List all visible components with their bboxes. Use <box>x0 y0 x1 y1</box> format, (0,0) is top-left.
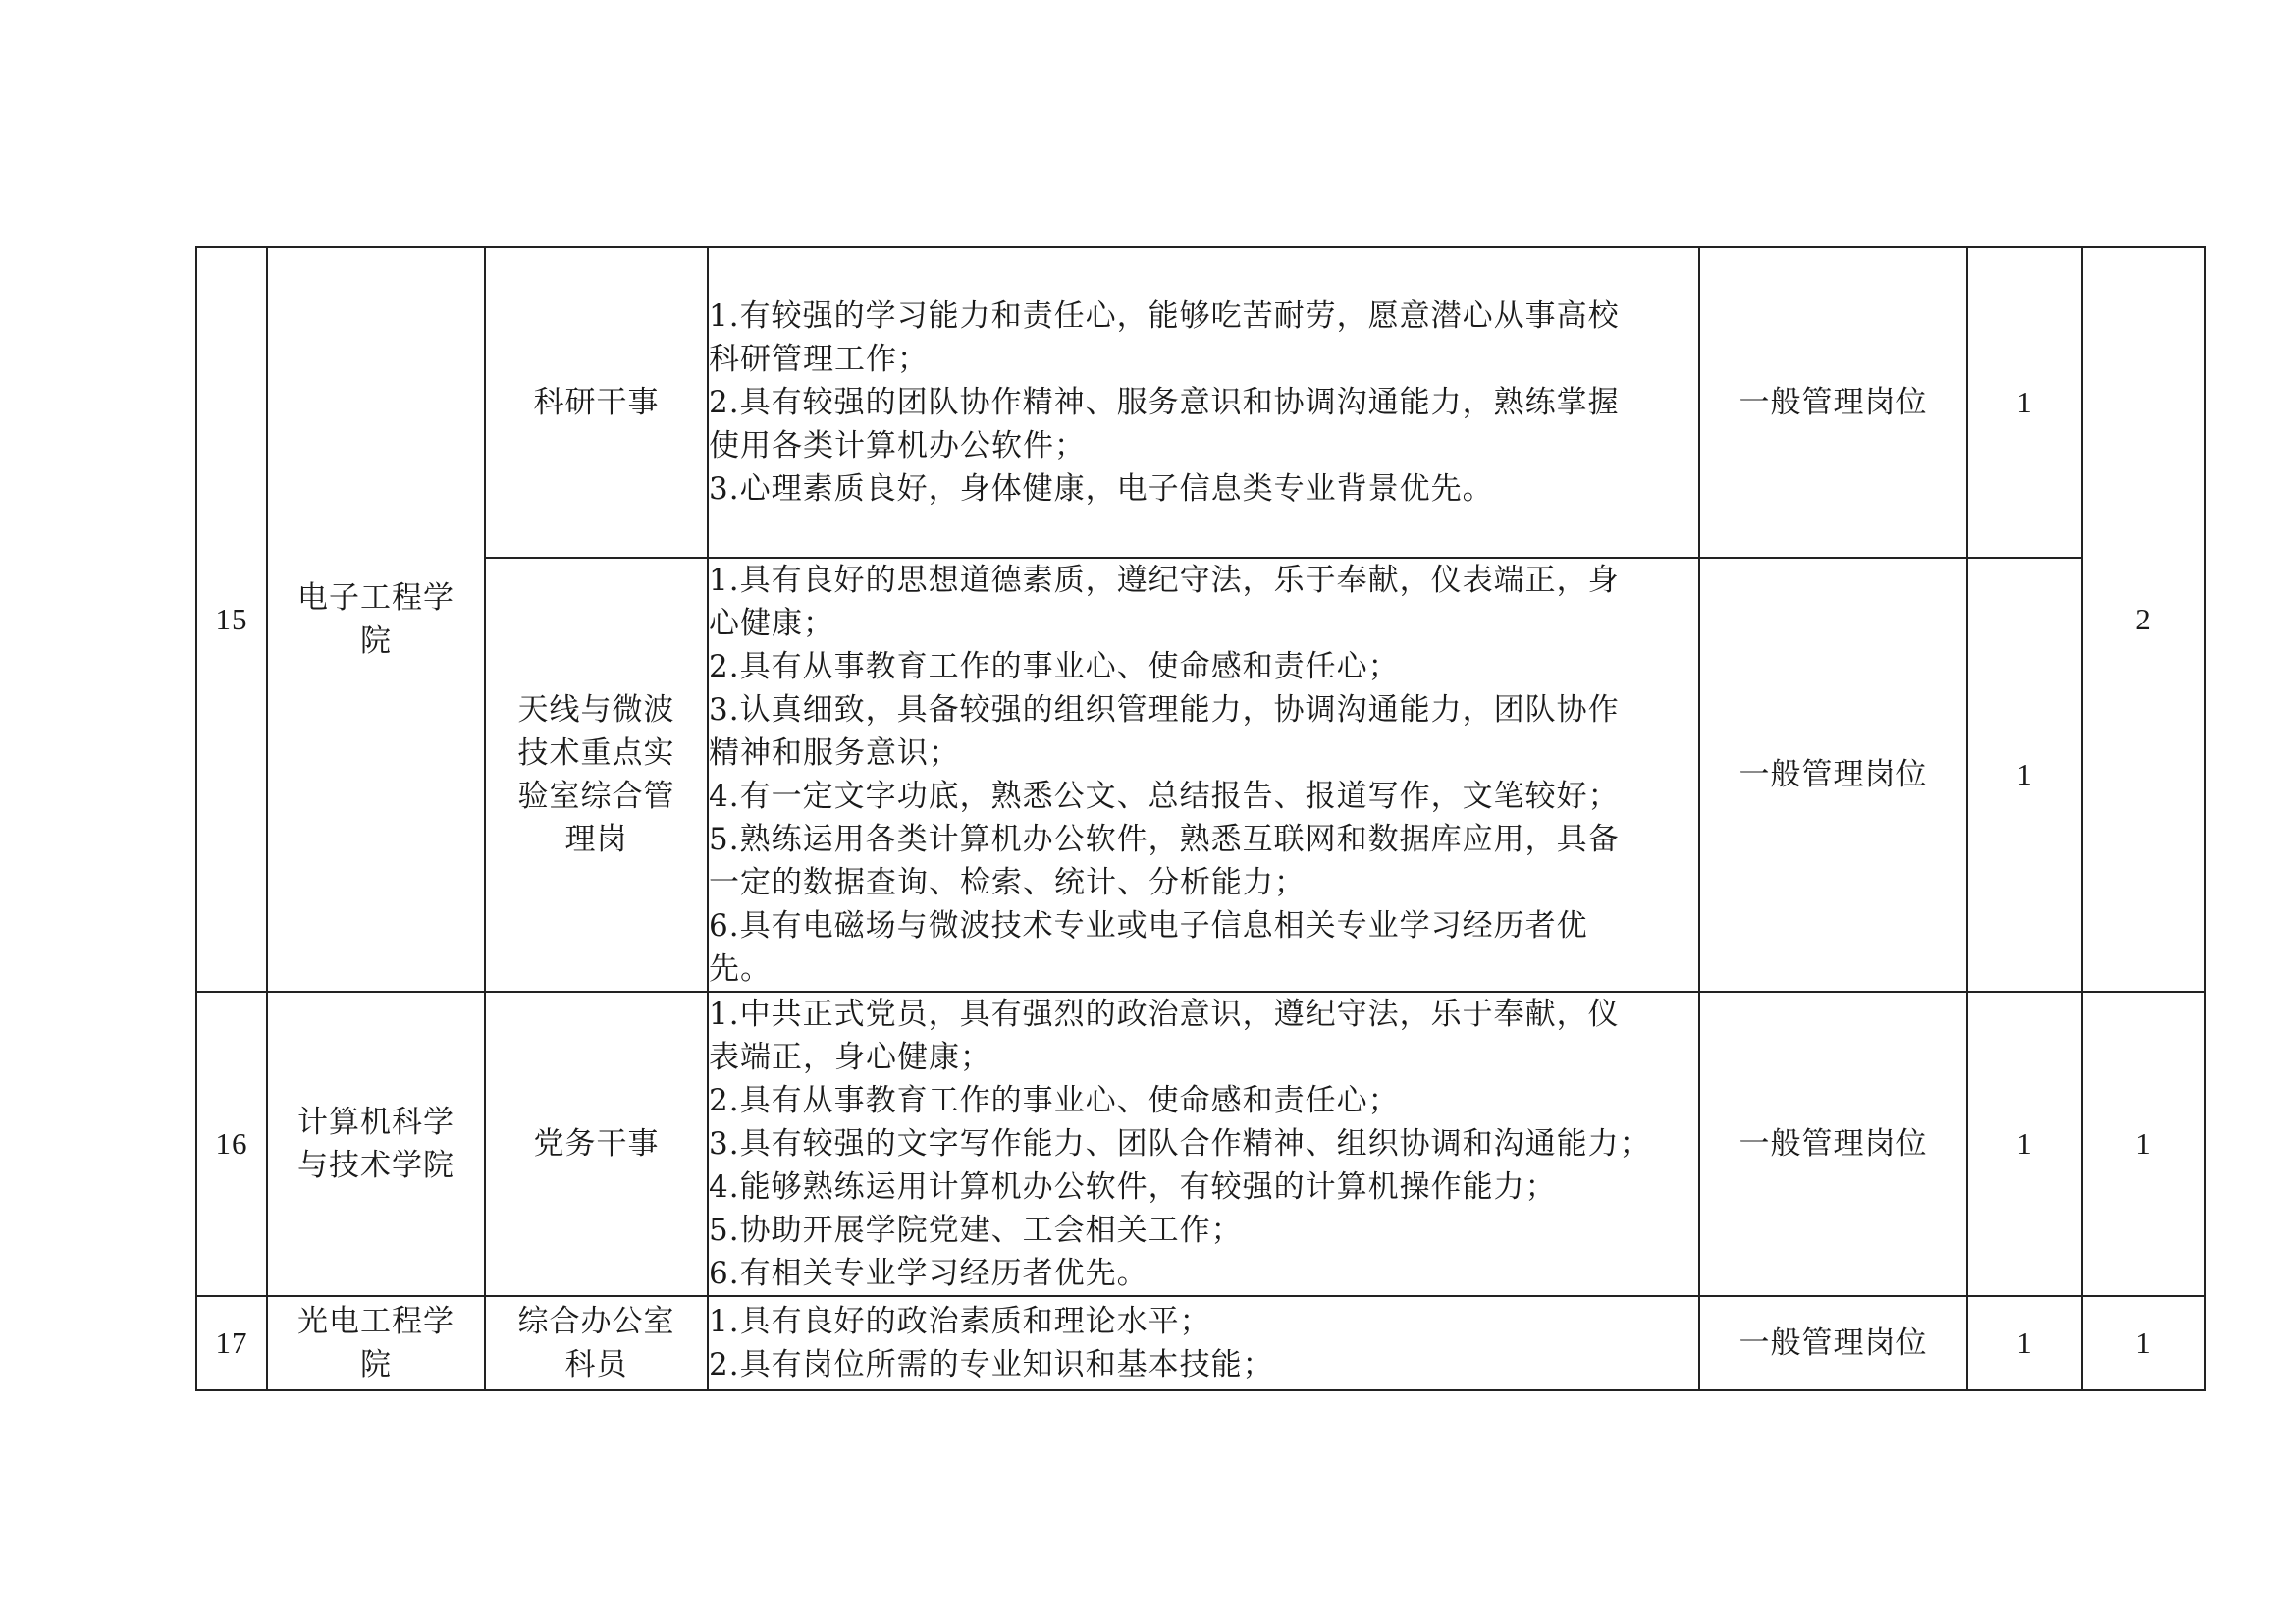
requirement-line: 5.协助开展学院党建、工会相关工作； <box>709 1213 1243 1248</box>
table-row <box>196 247 2205 558</box>
position-title: 天线与微波技术重点实验室综合管理岗 <box>485 558 708 992</box>
requirements-cell <box>708 1296 1699 1390</box>
total-count: 2 <box>2082 247 2205 992</box>
requirement-line: 使用各类计算机办公软件； <box>709 428 1086 463</box>
position-type: 一般管理岗位 <box>1699 1296 1967 1390</box>
requirement-line: 科研管理工作； <box>709 342 929 377</box>
requirements-cell <box>708 992 1699 1296</box>
row-number: 17 <box>196 1296 267 1390</box>
total-count: 1 <box>2082 1296 2205 1390</box>
position-count: 1 <box>1967 992 2082 1296</box>
row-number: 15 <box>196 247 267 992</box>
requirement-line: 一定的数据查询、检索、统计、分析能力； <box>709 865 1306 900</box>
requirement-line: 2.具有从事教育工作的事业心、使命感和责任心； <box>709 649 1400 684</box>
position-count: 1 <box>1967 1296 2082 1390</box>
position-title: 科研干事 <box>485 247 708 558</box>
requirement-line: 3.认真细致，具备较强的组织管理能力，协调沟通能力，团队协作 <box>709 692 1620 728</box>
requirements-cell <box>708 247 1699 558</box>
table-row <box>196 558 2205 992</box>
requirement-line: 先。 <box>709 951 772 987</box>
position-count: 1 <box>1967 247 2082 558</box>
requirement-line: 4.有一定文字功底，熟悉公文、总结报告、报道写作，文笔较好； <box>709 779 1620 814</box>
requirement-line: 2.具有较强的团队协作精神、服务意识和协调沟通能力，熟练掌握 <box>709 385 1620 420</box>
table-row <box>196 1296 2205 1390</box>
requirement-line: 3.心理素质良好，身体健康，电子信息类专业背景优先。 <box>709 471 1494 507</box>
requirement-line: 精神和服务意识； <box>709 735 960 771</box>
recruitment-table <box>195 246 2206 1391</box>
position-count: 1 <box>1967 558 2082 992</box>
requirement-line: 2.具有岗位所需的专业知识和基本技能； <box>709 1347 1274 1382</box>
requirements-cell <box>708 558 1699 992</box>
requirement-line: 3.具有较强的文字写作能力、团队合作精神、组织协调和沟通能力； <box>709 1126 1651 1162</box>
requirement-line: 1.具有良好的政治素质和理论水平； <box>709 1304 1211 1339</box>
requirement-line: 表端正，身心健康； <box>709 1040 991 1075</box>
position-title: 综合办公室科员 <box>485 1296 708 1390</box>
requirement-line: 4.能够熟练运用计算机办公软件，有较强的计算机操作能力； <box>709 1169 1557 1205</box>
row-number: 16 <box>196 992 267 1296</box>
department-name: 计算机科学与技术学院 <box>267 992 485 1296</box>
department-name: 电子工程学院 <box>267 247 485 992</box>
requirement-line: 6.具有电磁场与微波技术专业或电子信息相关专业学习经历者优 <box>709 908 1588 944</box>
requirement-line: 1.中共正式党员，具有强烈的政治意识，遵纪守法，乐于奉献，仪 <box>709 997 1620 1032</box>
position-type: 一般管理岗位 <box>1699 992 1967 1296</box>
requirement-line: 2.具有从事教育工作的事业心、使命感和责任心； <box>709 1083 1400 1118</box>
requirement-line: 5.熟练运用各类计算机办公软件，熟悉互联网和数据库应用，具备 <box>709 822 1620 857</box>
requirement-line: 1.具有良好的思想道德素质，遵纪守法，乐于奉献，仪表端正，身 <box>709 563 1620 598</box>
total-count: 1 <box>2082 992 2205 1296</box>
position-type: 一般管理岗位 <box>1699 247 1967 558</box>
requirement-line: 1.有较强的学习能力和责任心，能够吃苦耐劳，愿意潜心从事高校 <box>709 298 1620 334</box>
position-type: 一般管理岗位 <box>1699 558 1967 992</box>
requirement-line: 心健康； <box>709 606 834 641</box>
requirement-line: 6.有相关专业学习经历者优先。 <box>709 1256 1148 1291</box>
position-title: 党务干事 <box>485 992 708 1296</box>
department-name: 光电工程学院 <box>267 1296 485 1390</box>
table-row <box>196 992 2205 1296</box>
